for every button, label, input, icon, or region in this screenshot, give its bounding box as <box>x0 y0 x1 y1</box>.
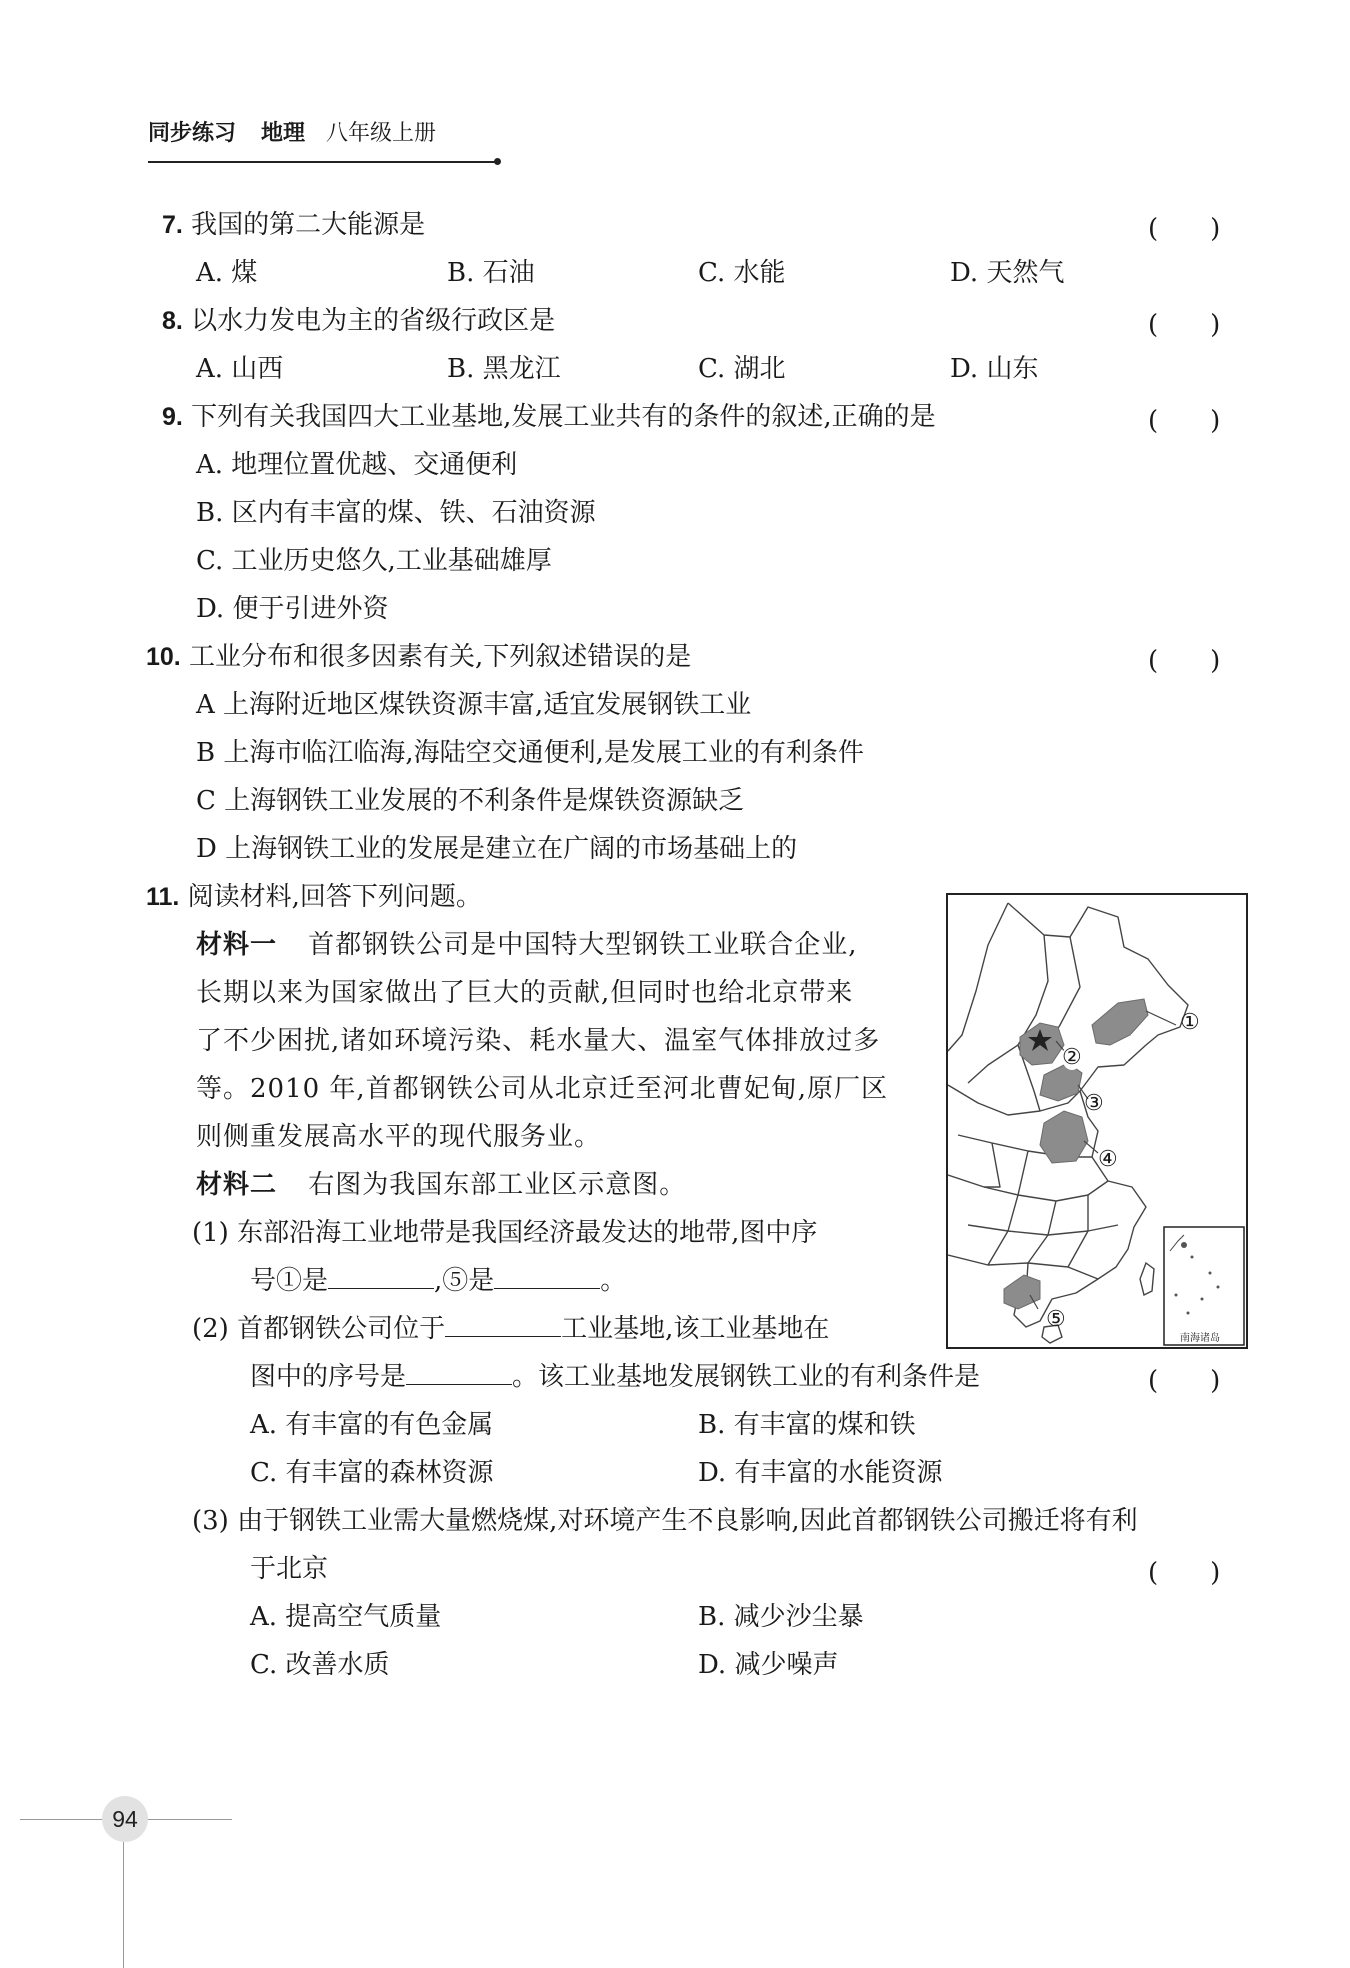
part-3-line-2: 于北京 <box>250 1554 329 1584</box>
question-stem: 阅读材料,回答下列问题。 <box>187 882 482 912</box>
answer-paren[interactable]: ( ) <box>1148 406 1221 436</box>
material-1-label: 材料一 <box>196 930 278 960</box>
question-stem: 工业分布和很多因素有关,下列叙述错误的是 <box>189 642 692 672</box>
option-a[interactable]: A. 提高空气质量 <box>250 1602 442 1632</box>
part-1-line-1: (1) 东部沿海工业地带是我国经济最发达的地带,图中序 <box>192 1218 818 1248</box>
question-11 <box>146 880 482 914</box>
question-number: 9. <box>162 403 183 431</box>
material-1-line-3: 了不少困扰,诸如环境污染、耗水量大、温室气体排放过多 <box>196 1026 881 1056</box>
page-header <box>148 116 436 147</box>
option-a[interactable]: A. 山西 <box>196 354 284 384</box>
option-c[interactable]: C. 水能 <box>698 258 786 288</box>
material-2 <box>196 1168 686 1202</box>
option-d[interactable]: D. 天然气 <box>950 258 1065 288</box>
page-number: 94 <box>112 1806 138 1832</box>
option-d[interactable]: D. 便于引进外资 <box>196 594 389 624</box>
part-1-line-2 <box>250 1264 626 1298</box>
taiwan-outline <box>1140 1263 1154 1295</box>
option-d[interactable]: D. 山东 <box>950 354 1039 384</box>
option-d[interactable]: D. 减少噪声 <box>698 1650 839 1680</box>
part-3-line-1: (3) 由于钢铁工业需大量燃烧煤,对环境产生不良影响,因此首都钢铁公司搬迁将有利 <box>192 1506 1138 1536</box>
option-c[interactable]: C. 改善水质 <box>250 1650 390 1680</box>
option-a[interactable]: A. 煤 <box>196 258 258 288</box>
material-1-line-2: 长期以来为国家做出了巨大的贡献,但同时也给北京带来 <box>196 978 854 1008</box>
option-b[interactable]: B. 区内有丰富的煤、铁、石油资源 <box>196 498 596 528</box>
header-dot <box>494 158 501 165</box>
region-1-liaozhongnan <box>1092 999 1148 1045</box>
question-stem: 以水力发电为主的省级行政区是 <box>191 306 556 336</box>
question-number: 8. <box>162 307 183 335</box>
part-2-text-a: (2) 首都钢铁公司位于 <box>192 1314 446 1344</box>
option-a[interactable]: A 上海附近地区煤铁资源丰富,适宜发展钢铁工业 <box>196 690 752 720</box>
question-number: 10. <box>146 643 181 671</box>
map-label-2: ② <box>1062 1045 1082 1070</box>
header-grade: 八年级上册 <box>326 121 437 146</box>
map-label-5: ⑤ <box>1046 1307 1066 1332</box>
part-1-text-a: 号①是 <box>250 1266 329 1296</box>
part-2-text-c: 图中的序号是 <box>250 1362 407 1392</box>
part-2-line-1 <box>192 1312 829 1346</box>
header-rule <box>148 161 498 163</box>
option-c[interactable]: C. 工业历史悠久,工业基础雄厚 <box>196 546 552 576</box>
option-c[interactable]: C 上海钢铁工业发展的不利条件是煤铁资源缺乏 <box>196 786 745 816</box>
answer-blank-number[interactable] <box>406 1360 512 1385</box>
part-1-end: 。 <box>600 1266 627 1296</box>
map-label-1: ① <box>1180 1010 1200 1035</box>
header-subject: 地理 <box>261 121 306 146</box>
answer-paren[interactable]: ( ) <box>1148 310 1221 340</box>
option-b[interactable]: B. 有丰富的煤和铁 <box>698 1410 916 1440</box>
option-d[interactable]: D. 有丰富的水能资源 <box>698 1458 943 1488</box>
material-2-label: 材料二 <box>196 1170 278 1200</box>
option-c[interactable]: C. 湖北 <box>698 354 786 384</box>
footer-vertical-rule <box>123 1842 124 1968</box>
china-east-map <box>948 895 1246 1347</box>
part-2-line-2 <box>250 1360 980 1394</box>
question-10 <box>146 640 691 674</box>
material-1-text: 首都钢铁公司是中国特大型钢铁工业联合企业, <box>308 930 858 960</box>
material-1-line-4: 等。2010 年,首都钢铁公司从北京迁至河北曹妃甸,原厂区 <box>196 1074 888 1104</box>
answer-blank-1[interactable] <box>328 1264 434 1289</box>
question-number: 7. <box>162 211 183 239</box>
region-4-huning <box>1040 1111 1088 1163</box>
option-b[interactable]: B 上海市临江临海,海陆空交通便利,是发展工业的有利条件 <box>196 738 864 768</box>
option-a[interactable]: A. 有丰富的有色金属 <box>250 1410 494 1440</box>
south-sea-inset <box>1164 1227 1244 1345</box>
option-b[interactable]: B. 黑龙江 <box>447 354 561 384</box>
question-stem: 我国的第二大能源是 <box>191 210 426 240</box>
answer-paren[interactable]: ( ) <box>1148 214 1221 244</box>
map-label-4: ④ <box>1098 1147 1118 1172</box>
question-9 <box>162 400 936 434</box>
industrial-region-map <box>946 893 1248 1349</box>
map-label-3: ③ <box>1084 1091 1104 1116</box>
option-d[interactable]: D 上海钢铁工业的发展是建立在广阔的市场基础上的 <box>196 834 798 864</box>
answer-blank-5[interactable] <box>494 1264 600 1289</box>
part-1-text-b: ,⑤是 <box>434 1266 495 1296</box>
inset-label: 南海诸岛 <box>1180 1333 1220 1344</box>
answer-paren[interactable]: ( ) <box>1148 646 1221 676</box>
question-stem: 下列有关我国四大工业基地,发展工业共有的条件的叙述,正确的是 <box>191 402 936 432</box>
option-b[interactable]: B. 减少沙尘暴 <box>698 1602 864 1632</box>
material-1-line-1 <box>196 928 858 962</box>
question-number: 11. <box>146 883 180 911</box>
option-c[interactable]: C. 有丰富的森林资源 <box>250 1458 494 1488</box>
header-series: 同步练习 <box>148 121 237 146</box>
answer-blank-base[interactable] <box>445 1312 561 1337</box>
answer-paren[interactable]: ( ) <box>1148 1558 1221 1588</box>
option-b[interactable]: B. 石油 <box>447 258 535 288</box>
material-2-text: 右图为我国东部工业区示意图。 <box>308 1170 687 1200</box>
question-8 <box>162 304 555 338</box>
answer-paren[interactable]: ( ) <box>1148 1366 1221 1396</box>
question-7 <box>162 208 425 242</box>
part-2-text-d: 。该工业基地发展钢铁工业的有利条件是 <box>512 1362 981 1392</box>
material-1-line-5: 则侧重发展高水平的现代服务业。 <box>196 1122 602 1152</box>
part-2-text-b: 工业基地,该工业基地在 <box>561 1314 830 1344</box>
option-a[interactable]: A. 地理位置优越、交通便利 <box>196 450 518 480</box>
